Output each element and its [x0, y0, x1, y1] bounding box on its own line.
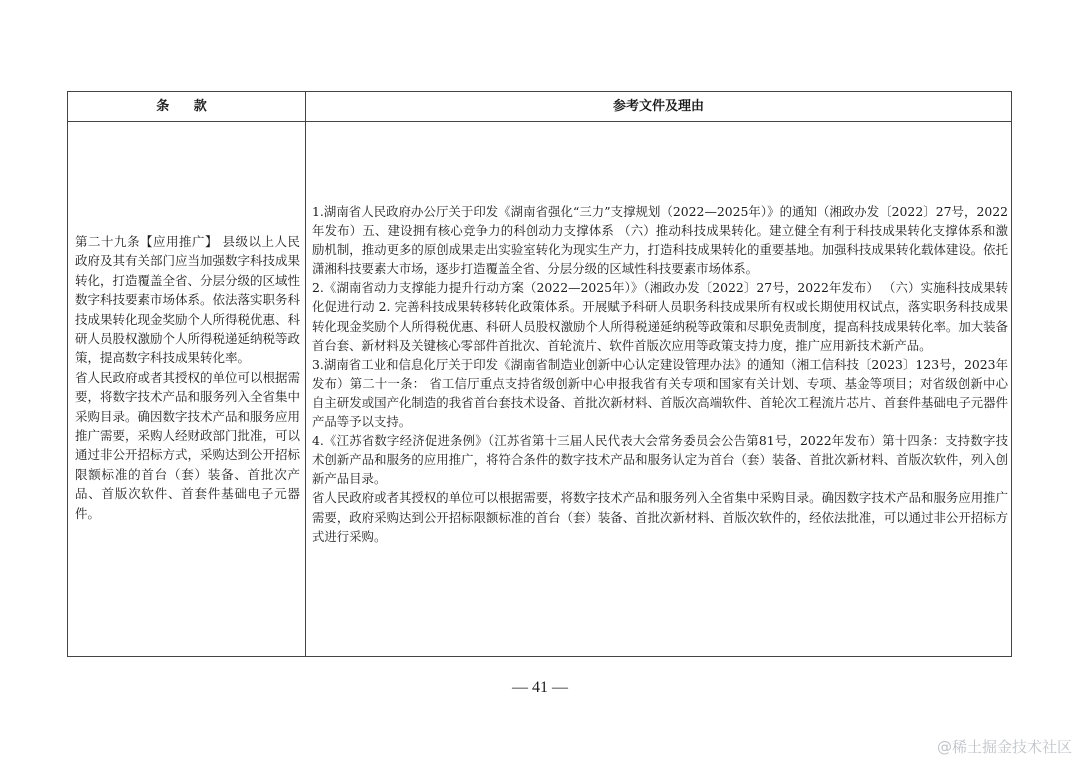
reference-paragraph: 2.《湖南省动力支撑能力提升行动方案（2022—2025年）》（湘政办发〔2022〕27号，2022年发布） （六）实施科技成果转化促进行动 2. 完善科技成果转移转化政策体系。开展赋予科研人员职务科技成果所有权或长期使用权试点，落实职务科技成果转化现金奖励个人所得税优惠、科研人员股权激励个人所得税递延纳税等政策和尽职免责制度，提高科技成果转化率。加大装备首台套、新材料及关键核心零部件首批次、首轮流片、软件首版次应用等政策支持力度，推广应用新技术新产品。: [312, 280, 1008, 353]
clause-paragraph: 第二十九条【应用推广】 县级以上人民政府及其有关部门应当加强数字科技成果转化，打造覆盖全省、分层分级的区域性数字科技要素市场体系。依法落实职务科技成果转化现金奖励个人所得税优惠、科研人员股权激励个人所得税递延纳税等政策，提高数字科技成果转化率。: [75, 234, 301, 366]
clause-cell: [75, 232, 300, 523]
page-number: — 41 —: [512, 679, 568, 696]
reference-cell: [312, 202, 1008, 546]
reference-paragraph: 1.湖南省人民政府办公厅关于印发《湖南省强化“三力”支撑规划（2022—2025年）》的通知（湘政办发〔2022〕27号，2022年发布）五、建设拥有核心竞争力的科创动力支撑体系 （六）推动科技成果转化。建立健全有利于科技成果转化支撑体系和激励机制，推动更多的原创成果走出实验室转化为现实生产力，打造科技成果转化的重要基地。加强科技成果转化载体建设。依托潇湘科技要素大市场，逐步打造覆盖全省、分层分级的区域性科技要素市场体系。: [312, 204, 1008, 277]
reference-paragraph: 4.《江苏省数字经济促进条例》（江苏省第十三届人民代表大会常务委员会公告第81号，2022年发布）第十四条：支持数字技术创新产品和服务的应用推广，将符合条件的数字技术产品和服务认定为首台（套）装备、首批次新材料、首版次软件，列入创新产品目录。: [312, 433, 1008, 487]
reference-paragraph: 省人民政府或者其授权的单位可以根据需要，将数字技术产品和服务列入全省集中采购目录。确因数字技术产品和服务应用推广需要，政府采购达到公开招标限额标准的首台（套）装备、首批次新材料、首版次软件的，经依法批准，可以通过非公开招标方式进行采购。: [312, 490, 1008, 544]
header-reference: 参考文件及理由: [612, 99, 704, 114]
document-table: [67, 91, 1012, 657]
watermark: @稀土掘金技术社区: [936, 738, 1072, 756]
clause-paragraph: 省人民政府或者其授权的单位可以根据需要，将数字技术产品和服务列入全省集中采购目录。确因数字技术产品和服务应用推广需要，采购人经财政部门批准，可以通过非公开招标方式，采购达到公开招标限额标准的首台（套）装备、首批次产品、首版次软件、首套件基础电子元器件。: [75, 369, 301, 521]
header-clause: 条 款: [156, 99, 217, 114]
column-divider: [305, 92, 306, 656]
header-divider: [68, 121, 1011, 122]
reference-paragraph: 3.湖南省工业和信息化厅关于印发《湖南省制造业创新中心认定建设管理办法》的通知（湘工信科技〔2023〕123号，2023年发布）第二十一条： 省工信厅重点支持省级创新中心申报我省有关专项和国家有关计划、专项、基金等项目；对省级创新中心自主研发或国产化制造的我省首台套技术设备、首批次新材料、首版次高端软件、首轮次工程流片芯片、首套件基础电子元器件产品等予以支持。: [312, 356, 1008, 430]
